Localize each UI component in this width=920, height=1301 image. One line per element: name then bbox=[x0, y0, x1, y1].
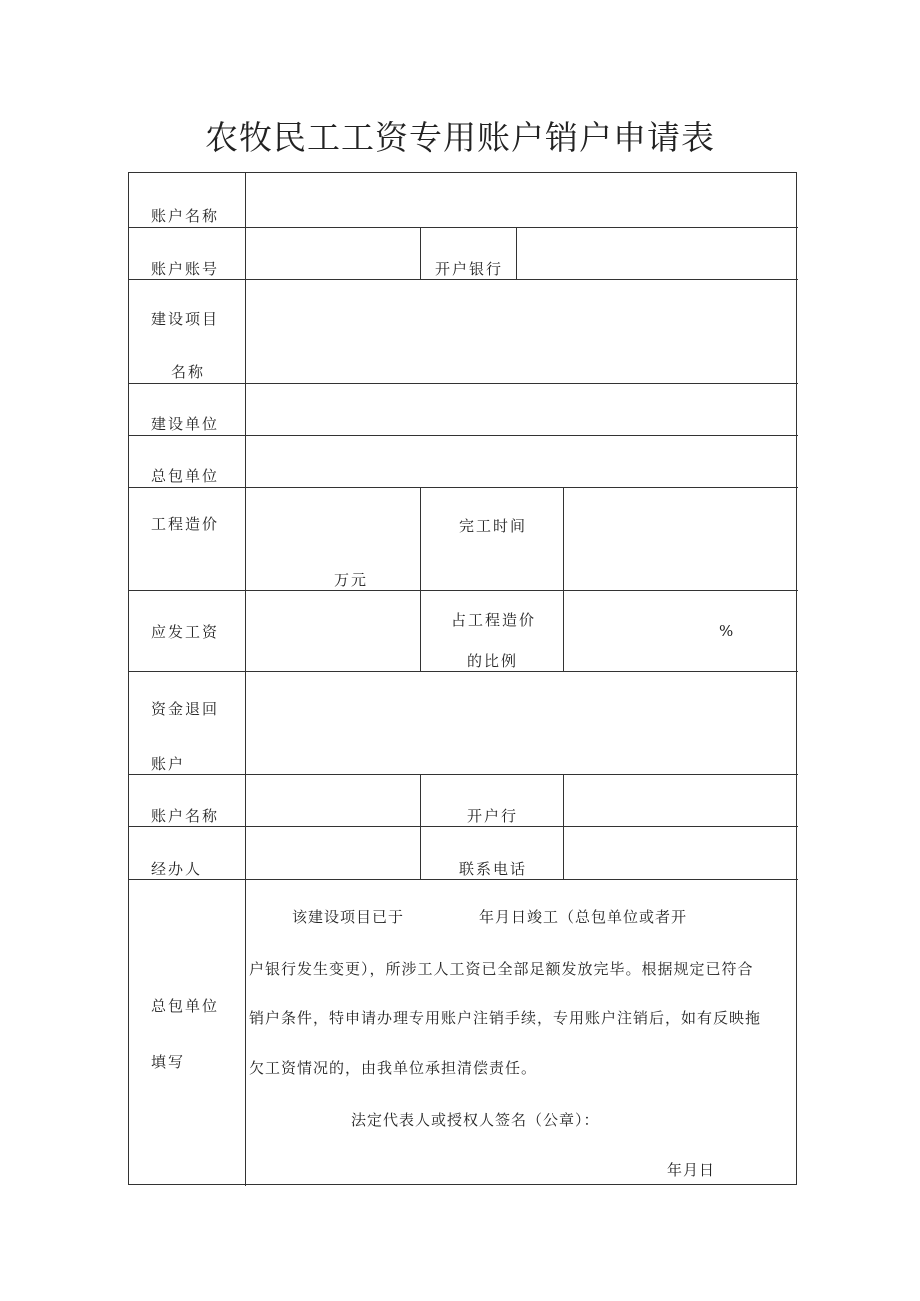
handler-label: 经办人 bbox=[151, 860, 203, 878]
statement-text: 欠工资情况的，由我单位承担清偿责任。 bbox=[249, 1059, 538, 1077]
payable-wages-label: 应发工资 bbox=[151, 623, 220, 641]
general-contractor-label: 总包单位 bbox=[151, 467, 220, 485]
statement-text: 户银行发生变更），所涉工人工资已全部足额发放完毕。根据规定已符合 bbox=[249, 960, 754, 978]
account-name-label: 账户名称 bbox=[151, 207, 220, 225]
account-number-field[interactable] bbox=[246, 228, 420, 279]
project-name-field[interactable] bbox=[246, 280, 797, 383]
refund-account-name-field[interactable] bbox=[246, 775, 420, 826]
completion-time-label: 完工时间 bbox=[459, 517, 528, 535]
refund-account-name-label: 账户名称 bbox=[151, 807, 220, 825]
ratio-field[interactable] bbox=[564, 591, 797, 671]
signature-label: 法定代表人或授权人签名（公章）： bbox=[351, 1111, 600, 1129]
column-divider bbox=[420, 227, 421, 279]
payable-wages-field[interactable] bbox=[246, 591, 420, 671]
refund-account-label-line1: 资金退回 bbox=[151, 700, 220, 718]
page-title: 农牧民工工资专用账户销户申请表 bbox=[205, 118, 715, 157]
contact-phone-field[interactable] bbox=[564, 827, 797, 879]
handler-field[interactable] bbox=[246, 827, 420, 879]
project-cost-field[interactable] bbox=[246, 488, 420, 590]
statement-text: 销户条件，特申请办理专用账户注销手续，专用账户注销后，如有反映拖 bbox=[249, 1009, 762, 1027]
construction-unit-label: 建设单位 bbox=[151, 415, 220, 433]
ratio-label-line2: 的比例 bbox=[467, 652, 519, 670]
statement-text: 年月日竣工（总包单位或者开 bbox=[479, 908, 688, 926]
refund-bank-label: 开户行 bbox=[467, 807, 519, 825]
account-number-label: 账户账号 bbox=[151, 260, 220, 278]
contractor-fill-label-line2: 填写 bbox=[151, 1053, 186, 1071]
account-name-field[interactable] bbox=[246, 174, 797, 227]
ratio-unit: % bbox=[719, 622, 736, 640]
column-divider bbox=[420, 487, 421, 671]
completion-time-field[interactable] bbox=[564, 488, 797, 590]
refund-account-field[interactable] bbox=[246, 672, 797, 774]
ratio-label-line1: 占工程造价 bbox=[451, 611, 537, 629]
refund-account-label-line2: 账户 bbox=[151, 755, 186, 773]
project-name-label-line2: 名称 bbox=[171, 363, 206, 381]
project-name-label-line1: 建设项目 bbox=[151, 310, 220, 328]
project-cost-label: 工程造价 bbox=[151, 515, 220, 533]
statement-text: 该建设项目已于 bbox=[292, 908, 405, 926]
construction-unit-field[interactable] bbox=[246, 384, 797, 435]
refund-bank-field[interactable] bbox=[564, 775, 797, 826]
contact-phone-label: 联系电话 bbox=[459, 860, 528, 878]
general-contractor-field[interactable] bbox=[246, 436, 797, 487]
row-divider bbox=[129, 879, 798, 880]
project-cost-unit: 万元 bbox=[334, 571, 369, 589]
contractor-fill-label-line1: 总包单位 bbox=[151, 997, 220, 1015]
column-divider bbox=[420, 774, 421, 879]
opening-bank-field[interactable] bbox=[517, 228, 797, 279]
opening-bank-label: 开户银行 bbox=[435, 260, 504, 278]
application-form bbox=[128, 172, 797, 1185]
signature-area[interactable] bbox=[589, 1103, 789, 1143]
date-label: 年月日 bbox=[667, 1161, 716, 1179]
